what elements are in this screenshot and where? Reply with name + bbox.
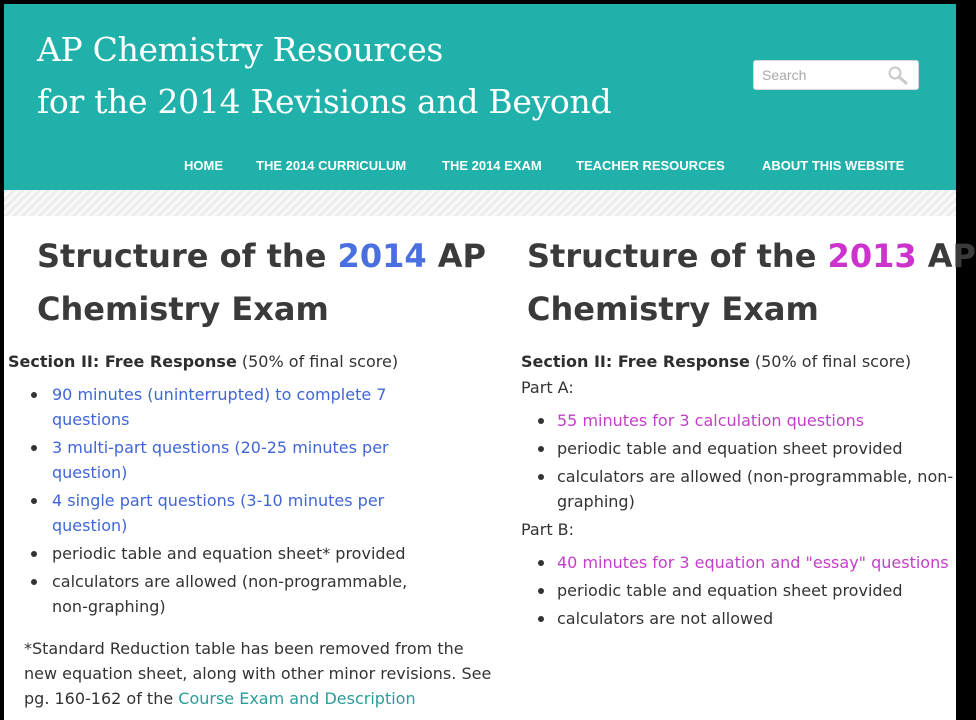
list-item: periodic table and equation sheet provided — [512, 436, 957, 461]
page — [4, 4, 976, 720]
list-part-b — [512, 550, 956, 631]
site-title-line-1[interactable]: AP Chemistry Resources — [37, 30, 444, 69]
section-title-rest: (50% of final score) — [749, 352, 912, 371]
heading-text-line2: Chemistry Exam — [37, 290, 329, 328]
heading-text-line2: Chemistry Exam — [527, 290, 819, 328]
list-item: 90 minutes (uninterrupted) to complete 7 questions — [4, 382, 442, 432]
list-item: 4 single part questions (3-10 minutes per question) — [4, 488, 442, 538]
heading-2014-exam — [4, 230, 486, 336]
list-item: 3 multi-part questions (20-25 minutes per question) — [4, 435, 442, 485]
section-title-bold: Section II: Free Response — [8, 352, 237, 371]
main-nav — [4, 152, 956, 180]
list-item: calculators are allowed (non-programmable, non-graphing) — [512, 464, 957, 514]
site-title[interactable] — [37, 24, 611, 128]
nav-2014-exam[interactable]: THE 2014 EXAM — [442, 158, 542, 173]
column-2013-exam — [512, 230, 976, 634]
header-divider-stripe — [4, 190, 956, 216]
list-item: 55 minutes for 3 calculation questions — [512, 408, 957, 433]
list-item: calculators are allowed (non-programmable, non-graphing) — [4, 569, 442, 619]
nav-home[interactable]: HOME — [184, 158, 223, 173]
part-b-label: Part B: — [521, 520, 575, 539]
list-item: 40 minutes for 3 equation and "essay" questions — [512, 550, 957, 575]
list-part-a — [512, 408, 956, 514]
heading-2013-exam — [512, 230, 976, 336]
heading-text-ap: AP — [426, 237, 486, 275]
section-title-bold: Section II: Free Response — [521, 352, 750, 371]
heading-text: Structure of the — [527, 237, 828, 275]
section-title — [4, 350, 482, 374]
heading-text: Structure of the — [37, 237, 338, 275]
search-icon[interactable] — [886, 65, 910, 85]
list-item: periodic table and equation sheet* provided — [4, 541, 442, 566]
heading-year-2013: 2013 — [827, 237, 917, 275]
site-title-line-2[interactable]: for the 2014 Revisions and Beyond — [37, 82, 612, 121]
heading-text-ap: AP — [916, 237, 976, 275]
heading-year-2014: 2014 — [337, 237, 427, 275]
nav-2014-curriculum[interactable]: THE 2014 CURRICULUM — [256, 158, 407, 173]
column-2014-exam — [4, 230, 486, 622]
section-title-rest: (50% of final score) — [236, 352, 399, 371]
list-item: calculators are not allowed — [512, 606, 957, 631]
list-2014-details — [4, 382, 482, 619]
site-header — [4, 4, 956, 190]
nav-teacher-resources[interactable]: TEACHER RESOURCES — [576, 158, 725, 173]
nav-about-this-website[interactable]: ABOUT THIS WEBSITE — [762, 158, 905, 173]
footnote — [24, 636, 494, 711]
section-title — [512, 350, 956, 374]
search-input[interactable] — [754, 61, 890, 89]
footnote-text: *Standard Reduction table has been removed from the new equation sheet, along with other minor revisions. See pg. 160-162 of the — [24, 639, 492, 708]
list-item: periodic table and equation sheet provided — [512, 578, 957, 603]
part-a-label: Part A: — [521, 378, 574, 397]
search-box — [753, 60, 919, 90]
course-exam-description-link[interactable]: Course Exam and Description — [178, 689, 416, 708]
